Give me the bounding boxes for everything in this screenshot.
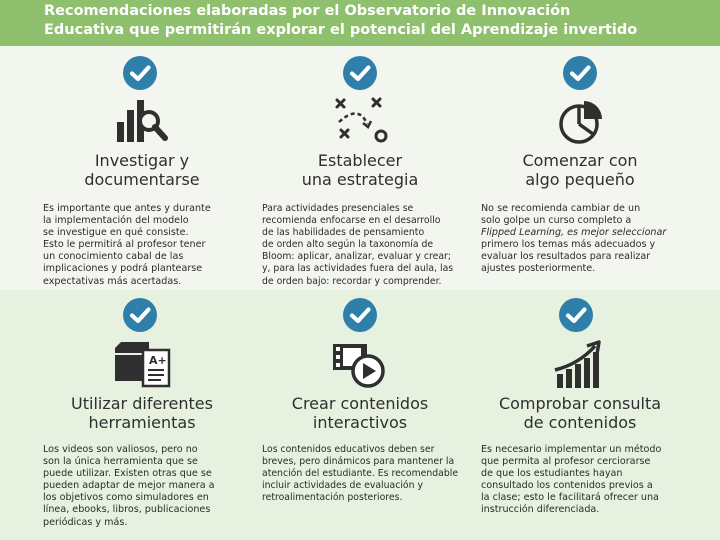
- growth-bars-arrow-icon: [553, 340, 609, 390]
- page-title-line-1: Recomendaciones elaboradas por el Observatorio de Innovación: [44, 3, 571, 19]
- page-title: [44, 2, 714, 40]
- card-title: [465, 151, 695, 189]
- card-title-line-1: Establecer: [317, 151, 403, 170]
- card-comenzar: [465, 46, 695, 290]
- bar-chart-magnifier-icon: [113, 96, 173, 146]
- card-title-line-2: una estrategia: [301, 170, 419, 189]
- card-title-line-1: Comprobar consulta: [498, 394, 662, 413]
- svg-text:A+: A+: [149, 354, 167, 367]
- header-banner: [0, 0, 720, 46]
- card-title-line-2: interactivos: [312, 413, 408, 432]
- card-comprobar: [465, 290, 695, 540]
- card-body: Es necesario implementar un método que permita al profesor cerciorarse de que los estudiantes hayan consultado los contenidos previos a la clase; esto le facilitará ofrecer una instrucción diferenciada.: [481, 444, 662, 516]
- check-icon: [123, 298, 157, 332]
- card-body: Es importante que antes y durante la implementación del modelo se investigue en qué consiste. Esto le permitirá al profesor tener un conocimiento cabal de las implicaciones y podrá plantearse expectativas más acertadas.: [43, 203, 211, 287]
- card-crear: [245, 290, 475, 540]
- card-investigar: [27, 46, 257, 290]
- card-title: [245, 394, 475, 432]
- card-title-line-1: Investigar y: [94, 151, 190, 170]
- card-title-line-2: de contenidos: [523, 413, 637, 432]
- card-establecer: [245, 46, 475, 290]
- card-body: Para actividades presenciales se recomienda enfocarse en el desarrollo de las habilidades de pensamiento de orden alto según la taxonomía de Bloom: aplicar, analizar, evaluar y crear; y, para las actividades fuera del aula, las de orden bajo: recordar y comprender.: [262, 203, 454, 287]
- check-icon: [559, 298, 593, 332]
- card-title-line-2: herramientas: [88, 413, 196, 432]
- film-play-icon: [331, 340, 391, 390]
- card-title: [245, 151, 475, 189]
- strategy-play-icon: [333, 96, 393, 146]
- check-icon: [343, 56, 377, 90]
- pie-chart-icon: [557, 98, 605, 146]
- card-title-line-1: Crear contenidos: [291, 394, 429, 413]
- card-title-line-1: Utilizar diferentes: [71, 394, 213, 413]
- check-icon: [563, 56, 597, 90]
- card-title-line-2: documentarse: [84, 170, 200, 189]
- clapperboard-grade-icon: [113, 338, 173, 390]
- card-utilizar: [27, 290, 257, 540]
- card-title: [27, 151, 257, 189]
- card-body: Los videos son valiosos, pero no son la única herramienta que se puede utilizar. Existen otras que se pueden adaptar de mejor manera a los objetivos como simuladores en línea, ebooks, libros, publicaciones periódicas y más.: [43, 444, 215, 528]
- card-body: Los contenidos educativos deben ser breves, pero dinámicos para mantener la atención del estudiante. Es recomendable incluir actividades de evaluación y retroalimentación posteriores.: [262, 444, 459, 504]
- card-title: [27, 394, 257, 432]
- check-icon: [343, 298, 377, 332]
- check-icon: [123, 56, 157, 90]
- card-title: [465, 394, 695, 432]
- card-body: No se recomienda cambiar de un solo golpe un curso completo a Flipped Learning, es mejor seleccionar primero los temas más adecuados y evaluar los resultados para realizar ajustes posteriormente.: [481, 203, 667, 275]
- page-title-line-2: Educativa que permitirán explorar el potencial del Aprendizaje invertido: [44, 22, 638, 38]
- card-title-line-2: algo pequeño: [525, 170, 635, 189]
- card-title-line-1: Comenzar con: [522, 151, 638, 170]
